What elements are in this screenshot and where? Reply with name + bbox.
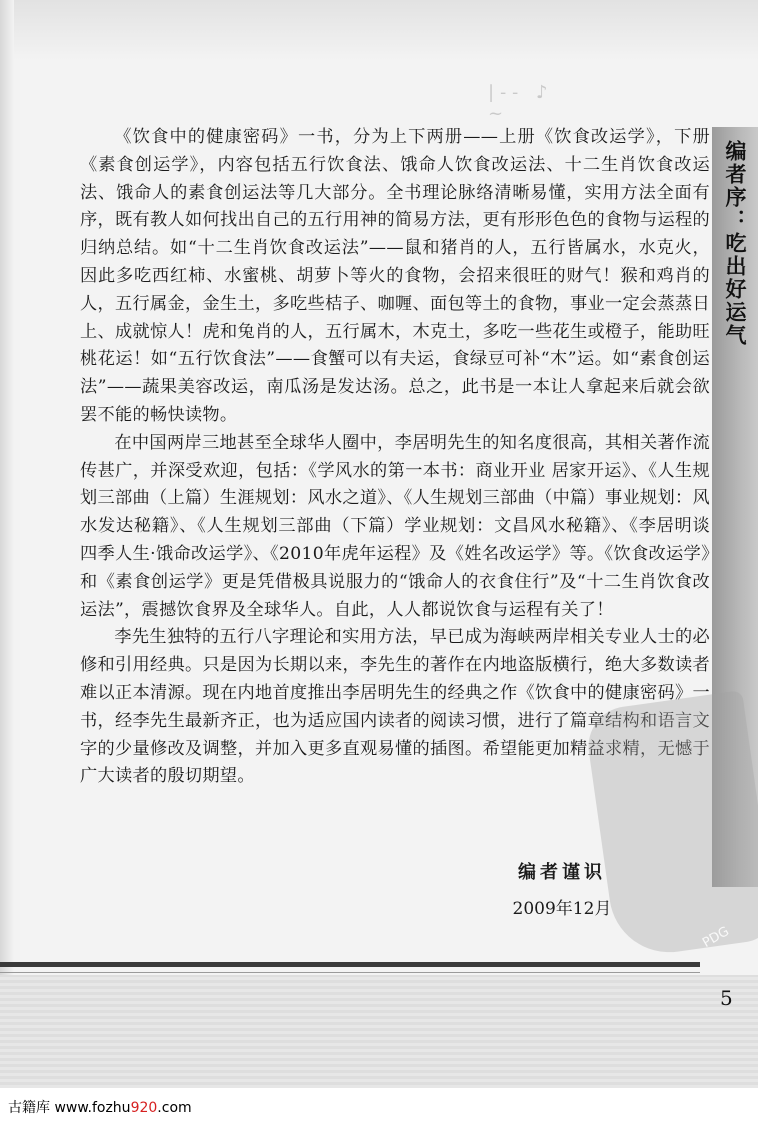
footer-band [0,975,758,1088]
site-suffix: .com [157,1100,192,1116]
site-prefix: 古籍库 www. [8,1100,92,1116]
paragraph-3: 李先生独特的五行八字理论和实用方法，早已成为海峡两岸相关专业人士的必修和引用经典。只是因为长期以来，李先生的著作在内地盗版横行，绝大多数读者难以正本清源。现在内地首度推出李居明先生的经典之作《饮食中的健康密码》一书，经李先生最新齐正，也为适应国内读者的阅读习惯，进行了篇章结构和语言文字的少量修改及调整，并加入更多直观易懂的插图。希望能更加精益求精，无憾于广大读者的殷切期望。 [80,627,710,787]
scan-top-shade [0,0,758,60]
signature-name: 编者谨识 [518,862,606,883]
footer-rule-thick [0,962,700,967]
signature-block [502,858,622,919]
faint-scribble: |-- ♪ ~ [488,82,554,124]
signature-date: 2009年12月 [512,899,612,919]
chapter-side-tab-title: 编者序：吃出好运气 [723,140,747,347]
site-link[interactable] [8,1097,192,1117]
site-host: fozhu [91,1100,131,1116]
paragraph-1: 《饮食中的健康密码》一书，分为上下两册——上册《饮食改运学》，下册《素食创运学》，内容包括五行饮食法、饿命人饮食改运法、十二生肖饮食改运法、饿命人的素食创运法等几大部分。全书理论脉络清晰易懂，实用方法全面有序，既有教人如何找出自己的五行用神的简易方法，更有形形色色的食物与运程的归纳总结。如“十二生肖饮食改运法”——鼠和猪肖的人，五行皆属水，水克火，因此多吃西红柿、水蜜桃、胡萝卜等火的食物，会招来很旺的财气！猴和鸡肖的人，五行属金，金生土，多吃些桔子、咖喱、面包等土的食物，事业一定会蒸蒸日上、成就惊人！虎和兔肖的人，五行属木，木克土，多吃一些花生或橙子，能助旺桃花运！如“五行饮食法”——食蟹可以有夫运，食绿豆可补“木”运。如“素食创运法”——蔬果美容改运，南瓜汤是发达汤。总之，此书是一本让人拿起来后就会欲罢不能的畅快读物。 [80,127,710,425]
preface-body [80,124,710,791]
scan-left-shade [0,0,14,1088]
watermark-stamp-icon [583,690,758,960]
page-number: 5 [720,986,733,1010]
paragraph-2: 在中国两岸三地甚至全球华人圈中，李居明先生的知名度很高，其相关著作流传甚广，并深受欢迎，包括：《学风水的第一本书：商业开业 居家开运》、《人生规划三部曲（上篇）生涯规划：风水之道》、《人生规划三部曲（中篇）事业规划：风水发达秘籍》、《人生规划三部曲（下篇）学业规划：文昌风水秘籍》、《李居明谈四季人生·饿命改运学》、《2010年虎年运程》及《姓名改运学》等。《饮食改运学》和《素食创运学》更是凭借极具说服力的“饿命人的衣食住行”及“十二生肖饮食改运法”，震撼饮食界及全球华人。自此，人人都说饮食与运程有关了！ [80,432,710,620]
site-number: 920 [130,1100,158,1116]
footer-rule-thin [0,972,700,973]
watermark-text: PDG [700,924,732,951]
